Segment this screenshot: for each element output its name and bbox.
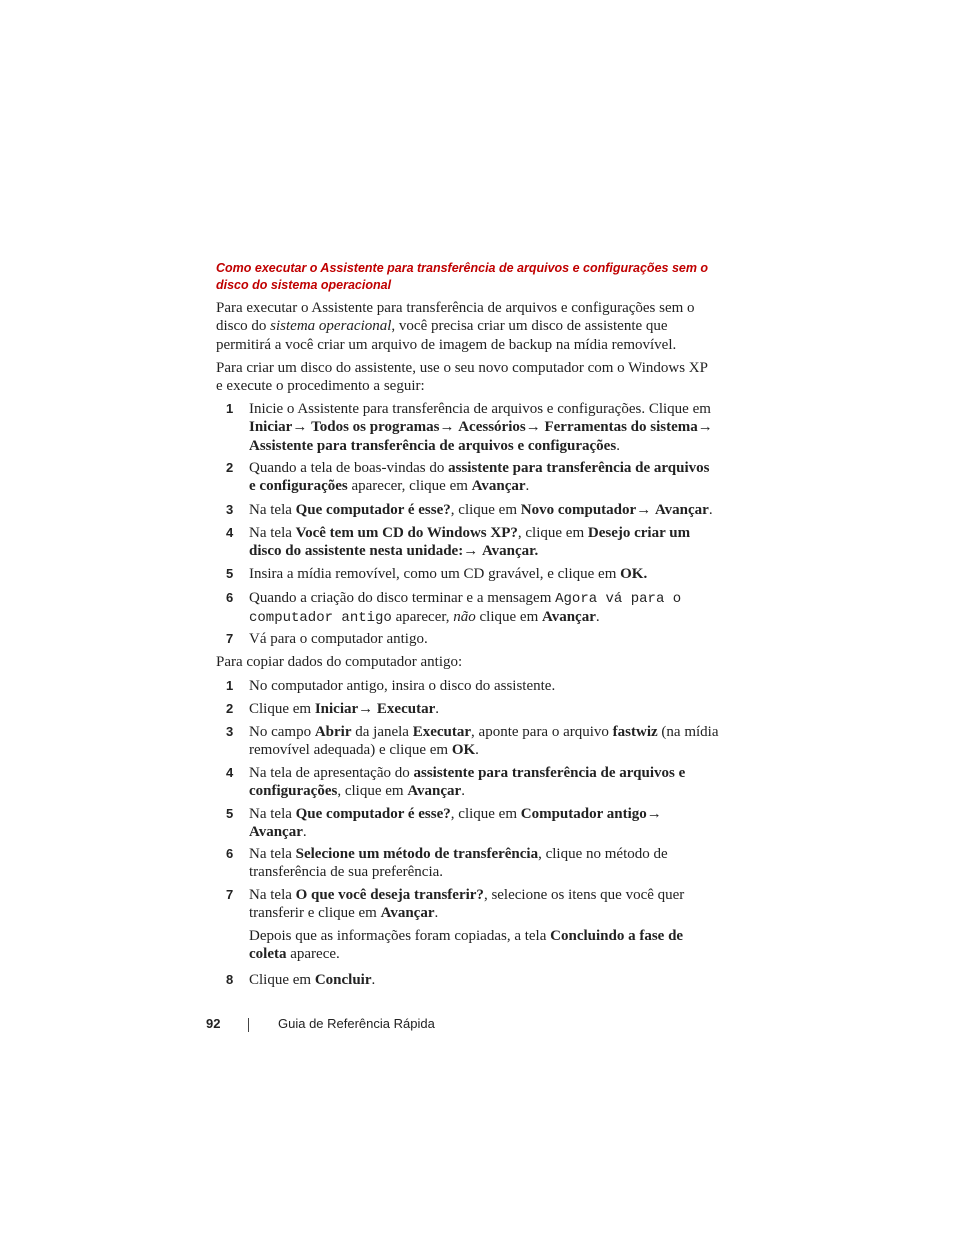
step-number: 4 (226, 525, 234, 540)
footer-divider (248, 1018, 249, 1032)
footer-title: Guia de Referência Rápida (278, 1016, 435, 1031)
step-text: No campo Abrir da janela Executar, aponte para o arquivo fastwiz (na mídia removível adequada) e clique em OK. (249, 724, 719, 759)
step-number: 6 (226, 590, 234, 605)
step-number: 6 (226, 846, 234, 861)
step-text: Na tela Você tem um CD do Windows XP?, clique em Desejo criar um disco do assistente nesta unidade:→ Avançar. (249, 525, 691, 560)
step-number: 3 (226, 502, 234, 517)
step-text: Quando a criação do disco terminar e a mensagem Agora vá para o computador antigo aparecer, não clique em Avançar. (249, 590, 682, 627)
step-text: Clique em Iniciar→ Executar. (249, 701, 439, 717)
step-number: 7 (226, 631, 234, 646)
text: , você precisa criar um disco de assistente que permitirá a você criar um arquivo de imagem de backup na mídia removível. (216, 318, 677, 353)
step-number: 7 (226, 887, 234, 902)
emphasis: sistema operacional (270, 318, 392, 335)
step-text: Na tela de apresentação do assistente para transferência de arquivos e configurações, clique em Avançar. (249, 765, 686, 800)
step-number: 5 (226, 566, 234, 581)
intro-paragraph-1 (216, 299, 716, 354)
step-number: 1 (226, 401, 234, 416)
page-number: 92 (206, 1016, 221, 1031)
step-text: Na tela O que você deseja transferir?, selecione os itens que você quer transferir e clique em Avançar. (249, 887, 685, 922)
step-number: 2 (226, 701, 234, 716)
step-text: Vá para o computador antigo. (249, 631, 428, 647)
step-text: Clique em Concluir. (249, 972, 376, 988)
step-number: 4 (226, 765, 234, 780)
step-number: 5 (226, 806, 234, 821)
step-text: Na tela Selecione um método de transferência, clique no método de transferência de sua preferência. (249, 846, 668, 881)
step-number: 1 (226, 678, 234, 693)
text: Para executar o Assistente para transferência de arquivos e configurações sem o disco do (216, 300, 695, 335)
step-number: 8 (226, 972, 234, 987)
step-number: 3 (226, 724, 234, 739)
section-heading: Como executar o Assistente para transferência de arquivos e configurações sem o disco do sistema operacional (216, 261, 709, 292)
step-text: Na tela Que computador é esse?, clique em Computador antigo→ Avançar. (249, 806, 662, 841)
step-text: Inicie o Assistente para transferência de arquivos e configurações. Clique em Iniciar→ Todos os programas→ Acessórios→ Ferramentas do sistema→ Assistente para transferência de arquivos e configurações. (249, 401, 713, 454)
system-message: Agora vá para o computador antigo (249, 591, 682, 627)
step-text: Na tela Que computador é esse?, clique em Novo computador→ Avançar. (249, 502, 713, 518)
step-number: 2 (226, 460, 234, 475)
paragraph-copy-data: Para copiar dados do computador antigo: (216, 654, 463, 670)
step-text: Insira a mídia removível, como um CD gravável, e clique em OK. (249, 566, 648, 582)
step-note-text: Depois que as informações foram copiadas, a tela Concluindo a fase de coleta aparece. (249, 928, 684, 963)
step-text: No computador antigo, insira o disco do assistente. (249, 678, 556, 694)
intro-paragraph-2: Para criar um disco do assistente, use o seu novo computador com o Windows XP e execute o procedimento a seguir: (216, 360, 708, 395)
step-text: Quando a tela de boas-vindas do assistente para transferência de arquivos e configurações aparecer, clique em Avançar. (249, 460, 710, 495)
